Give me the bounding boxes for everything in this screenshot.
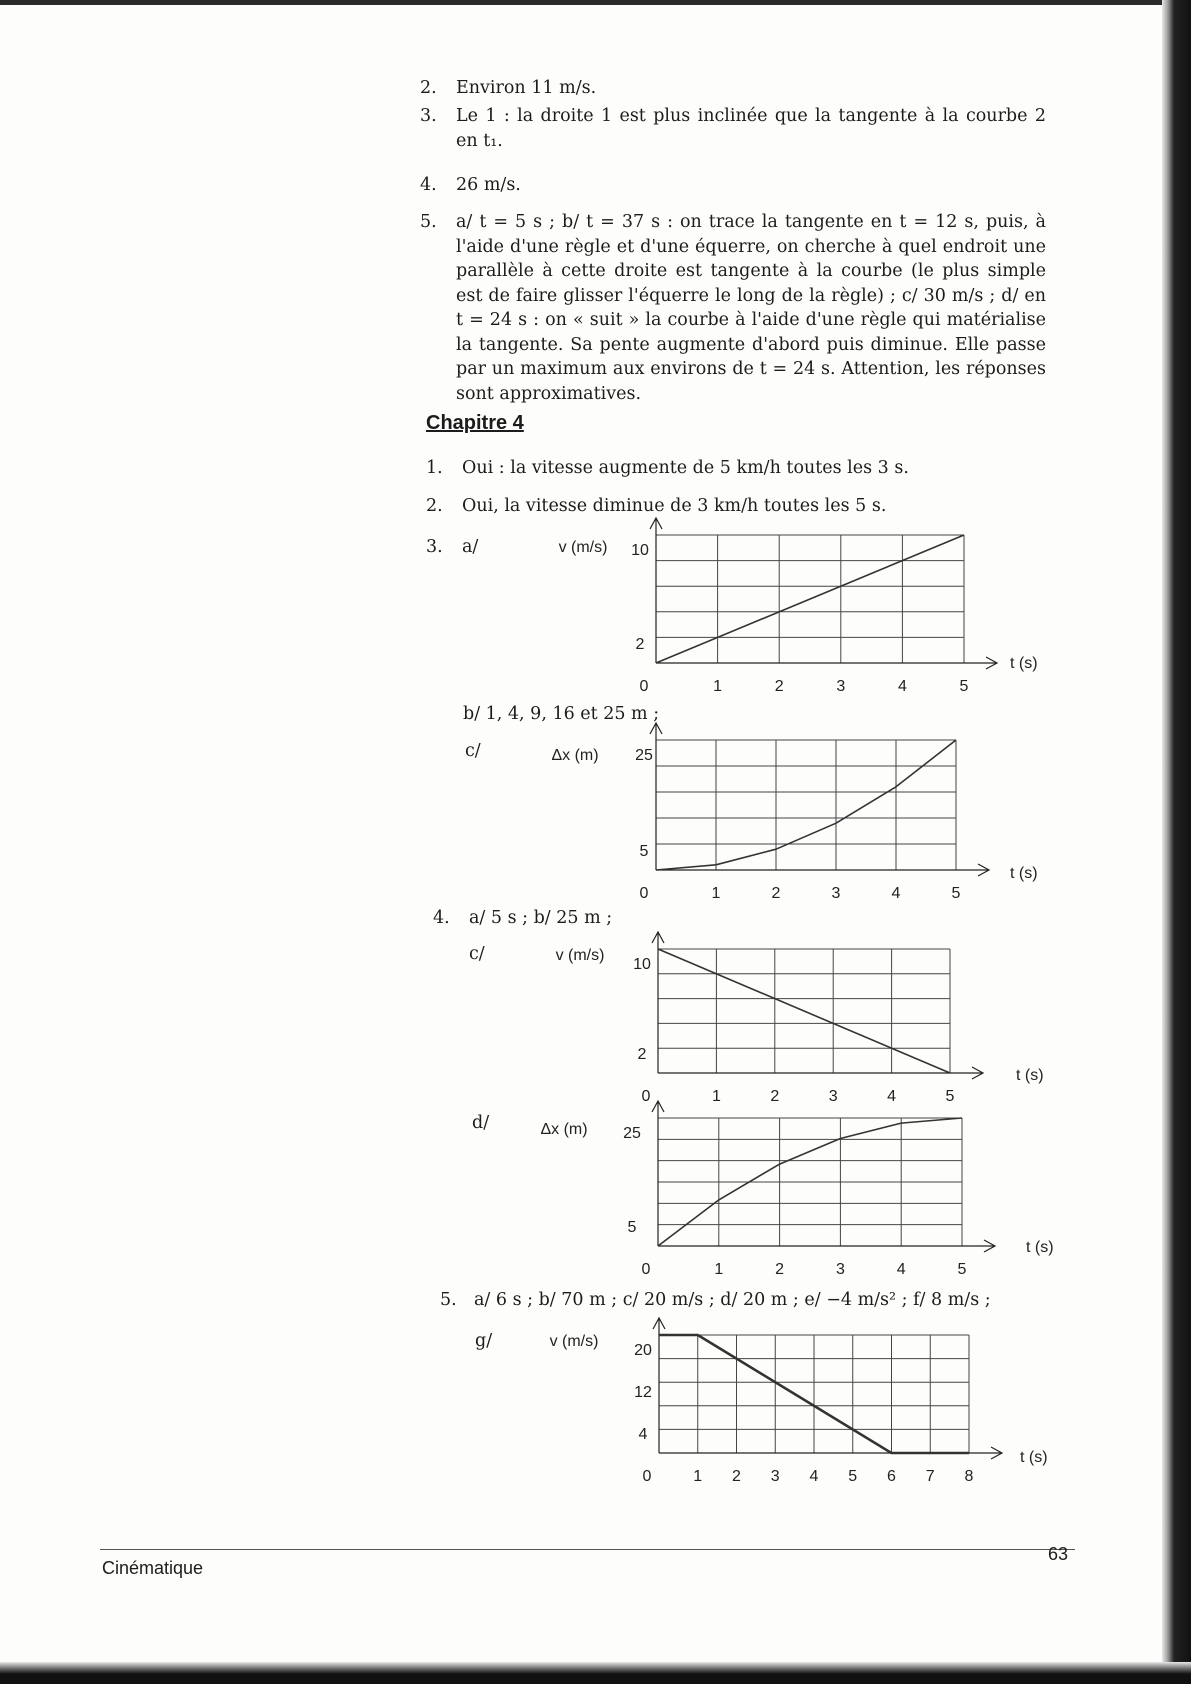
sub-label: g/ xyxy=(475,1331,493,1351)
answer-number: 3. xyxy=(420,106,437,126)
chapter-title: Chapitre 4 xyxy=(426,412,524,434)
y-tick-label: 20 xyxy=(634,1342,652,1359)
footer-rule xyxy=(100,1549,1075,1550)
answer-text: 26 m/s. xyxy=(456,175,521,195)
x-tick-label: 3 xyxy=(836,678,846,695)
x-tick-label: 3 xyxy=(828,1088,838,1105)
x-tick-label: 5 xyxy=(959,678,969,695)
sub-label: d/ xyxy=(472,1113,490,1133)
y-axis-label: v (m/s) xyxy=(558,539,608,556)
y-tick-label: 25 xyxy=(623,1125,641,1142)
x-tick-label: 5 xyxy=(848,1468,858,1485)
x-tick-label: 4 xyxy=(809,1468,819,1485)
x-tick-label: 0 xyxy=(642,1468,652,1485)
x-tick-label: 4 xyxy=(887,1088,897,1105)
x-tick-label: 4 xyxy=(891,885,901,902)
x-axis-label: t (s) xyxy=(1026,1239,1054,1256)
y-tick-label: 10 xyxy=(631,542,649,559)
x-tick-label: 1 xyxy=(713,678,723,695)
answer-number: 1. xyxy=(426,458,443,478)
y-tick-label: 2 xyxy=(635,636,645,653)
x-tick-label: 2 xyxy=(732,1468,741,1485)
sub-label: c/ xyxy=(465,741,481,761)
answer-number: 3. xyxy=(426,537,443,557)
answer-text: Le 1 : la droite 1 est plus inclinée que la tangente à la courbe 2 en t₁. xyxy=(456,106,1046,151)
x-tick-label: 4 xyxy=(897,678,907,695)
x-tick-label: 6 xyxy=(887,1468,896,1485)
answer-text: b/ 1, 4, 9, 16 et 25 m ; xyxy=(463,704,660,724)
x-axis-label: t (s) xyxy=(1020,1449,1048,1466)
x-tick-label: 7 xyxy=(925,1468,935,1485)
y-tick-label: 5 xyxy=(639,843,649,860)
x-tick-label: 1 xyxy=(711,1088,721,1105)
x-tick-label: 3 xyxy=(835,1261,845,1278)
y-axis-label: v (m/s) xyxy=(549,1333,599,1350)
x-tick-label: 4 xyxy=(896,1261,906,1278)
x-tick-label: 2 xyxy=(771,885,781,902)
y-axis-label: Δx (m) xyxy=(551,747,599,764)
page-number: 63 xyxy=(1048,1544,1069,1564)
answer-number: 2. xyxy=(420,78,437,98)
y-axis-label: Δx (m) xyxy=(540,1121,588,1138)
x-tick-label: 1 xyxy=(714,1261,724,1278)
answer-text: a/ 5 s ; b/ 25 m ; xyxy=(469,908,613,928)
y-tick-label: 4 xyxy=(638,1426,648,1443)
x-tick-label: 3 xyxy=(831,885,841,902)
sub-label: c/ xyxy=(469,944,485,964)
x-axis-label: t (s) xyxy=(1016,1067,1044,1084)
x-tick-label: 1 xyxy=(693,1468,703,1485)
answer-number: 4. xyxy=(420,175,437,195)
y-tick-label: 25 xyxy=(635,747,653,764)
answer-text: Environ 11 m/s. xyxy=(456,78,597,98)
answer-text: a/ 6 s ; b/ 70 m ; c/ 20 m/s ; d/ 20 m ; e/ −4 m/s² ; f/ 8 m/s ; xyxy=(474,1290,991,1310)
x-axis-label: t (s) xyxy=(1010,865,1038,882)
x-tick-label: 8 xyxy=(964,1468,974,1485)
y-tick-label: 12 xyxy=(634,1384,652,1401)
y-tick-label: 5 xyxy=(627,1219,637,1236)
answer-number: 4. xyxy=(433,908,450,928)
answer-text: Oui, la vitesse diminue de 3 km/h toutes les 5 s. xyxy=(462,496,887,516)
answer-number: 2. xyxy=(426,496,443,516)
y-tick-label: 2 xyxy=(637,1046,647,1063)
x-tick-label: 2 xyxy=(774,678,784,695)
x-tick-label: 0 xyxy=(639,885,649,902)
x-tick-label: 0 xyxy=(641,1088,651,1105)
x-tick-label: 1 xyxy=(711,885,721,902)
x-tick-label: 5 xyxy=(957,1261,967,1278)
x-axis-label: t (s) xyxy=(1010,655,1038,672)
x-tick-label: 5 xyxy=(951,885,961,902)
y-axis-label: v (m/s) xyxy=(555,947,605,964)
x-tick-label: 2 xyxy=(775,1261,785,1278)
footer-section: Cinématique xyxy=(102,1558,204,1578)
answer-text: a/ t = 5 s ; b/ t = 37 s : on trace la tangente en t = 12 s, puis, à l'aide d'une règle et d'une équerre, on cherche à quel endroit une parallèle à cette droite est tangente à la courbe (le plus simple est de faire glisser l'équerre le long de la règle) ; c/ 30 m/s ; d/ en t = 24 s : on « suit » la courbe à l'aide d'une règle qui matérialise la tangente. Sa pente augmente d'abord puis diminue. Elle passe par un maximum aux environs de t = 24 s. Attention, les réponses sont approximatives. xyxy=(456,212,1046,404)
answer-text: Oui : la vitesse augmente de 5 km/h toutes les 3 s. xyxy=(462,458,909,478)
sub-label: a/ xyxy=(462,537,479,557)
x-tick-label: 5 xyxy=(945,1088,955,1105)
x-tick-label: 3 xyxy=(770,1468,780,1485)
answer-number: 5. xyxy=(440,1290,457,1310)
y-tick-label: 10 xyxy=(633,956,651,973)
x-tick-label: 0 xyxy=(639,678,649,695)
answer-number: 5. xyxy=(420,212,437,232)
x-tick-label: 2 xyxy=(770,1088,780,1105)
x-tick-label: 0 xyxy=(641,1261,651,1278)
